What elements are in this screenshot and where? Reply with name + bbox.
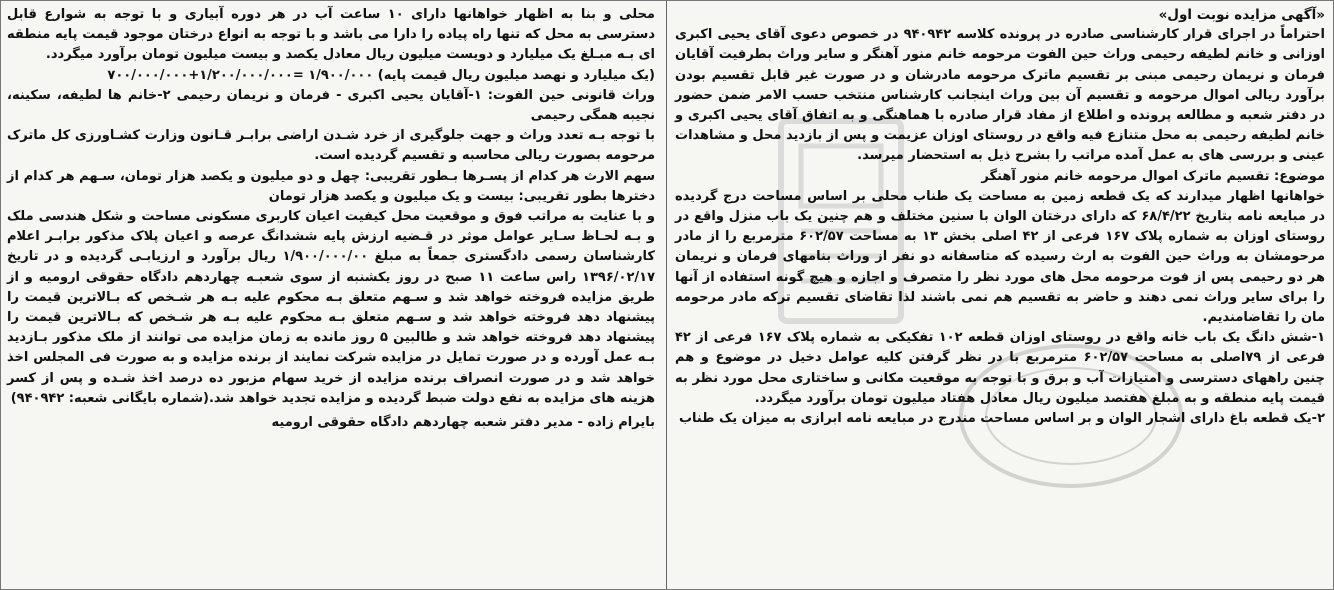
left-column	[1, 1, 665, 590]
topic-line: موضوع: تقسیم ماترک اموال مرحومه خانم منور آهنگر	[981, 168, 1325, 184]
sum-equation: (یک میلیارد و نهصد میلیون ریال قیمت پایه) ۱/۹۰۰/۰۰۰ =۱/۲۰۰/۰۰۰/۰۰۰+۷۰۰/۰۰۰/۰۰۰	[107, 67, 655, 83]
signature: بایرام زاده - مدیر دفتر شعبه چهاردهم دادگاه حقوقی ارومیه	[271, 415, 655, 431]
division-note: با توجه بـه تعدد وراث و جهت جلوگیری از خرد شـدن اراضی برابـر قـانون وزارت کشـاورزی کل ماترک مرحومه بصورت ریالی محاسبه و تقسیم گردیده است.	[7, 128, 655, 164]
item-1-house: ۱-شش دانگ یک باب خانه واقع در روستای اوزان قطعه ۱۰۲ تفکیکی به شماره پلاک ۱۶۷ فرعی از ۴۲ فرعی از ۷۹اصلی به مساحت ۶۰۲/۵۷ مترمربع با در نظر گرفتن کلیه عوامل دخیل در موضوع و هم چنین راههای دسترسی و امتیازات آب و برق و با توجه به موقعیت مکانی و ساختاری محل مورد نظر به قیمت پایه منطقه و به مبلغ هفتصد میلیون ریال معادل هفتاد میلیون تومان برآورد میگردد.	[675, 330, 1326, 406]
heirs-paragraph: خواهانها اظهار میدارند که یک قطعه زمین به مساحت یک طناب محلی بر اساس مساحت درج گردیده در مبایعه نامه بتاریخ ۶۸/۴/۲۲ که دارای درختان الوان با سنین مختلف و هم چنین یک باب منزل واقع در روستای اوزان به شماره پلاک ۱۶۷ فرعی از ۴۲ اصلی بخش ۱۳ به مساحت ۶۰۲/۵۷ مترمربع را از مادر مرحومشان به وراث حین الفوت به ارث رسیده که متاسفانه دو نفر از وراث بنامهای فرمان و نریمان هر دو رحیمی پس از فوت مرحومه محل های مورد نظر را متصرف و اجازه و هیچ گونه استفاده از آنها را برای سایر وراث نمی دهند و حاضر به تقسیم هم نمی باشند لذا تقاضای تقسیم ترکه مادر مرحومه مان را تقاضامندیم.	[675, 188, 1325, 326]
shares-paragraph: سهم الارث هر کدام از پسـرها بـطور تقریبی: چهل و دو میلیون و یکصد هزار تومان، سـهم هر کدام از دخترها بطور تقریبی: بیست و یک میلیون و یکصد هزار تومان	[7, 168, 655, 204]
auction-details: و با عنایت به مراتب فوق و موقعیت محل کیفیت اعیان کاربری مسکونی مساحت و شکل هندسی ملک و بـه لحـاظ سـایر عوامل موثر در قـضیه ارزش پایه ششدانگ عرصه و اعیان پلاک مذکور برابـر اعلام کارشناسان رسمی دادگستری جمعاً به مبلغ ۱/۹۰۰/۰۰۰/۰۰ ریال برآورد و ارزیابـی گردیده و در تاریخ ۱۳۹۶/۰۲/۱۷ راس ساعت ۱۱ صبح در روز یکشنبه از سوی شعبـه چهاردهم دادگاه حقوقی ارومیه و از طریق مزایده فروخته خواهد شد و سـهم متعلق بـه محکوم علیه بـه هر شـخص که بـالاترین قیمت را پیشنهاد دهد فروخته خواهد شد و سـهم متعلق بـه محکوم علیه بـه هر شـخص که بـالاترین قیمت را پیشنهاد دهد فروخته خواهد شد و طالبین ۵ روز مانده به زمان مزایده می توانند از ملک مذکور بـازدید بـه عمل آورده و در صورت تمایل در مزایده شرکت نمایند از برنده مزایده و به صورت فی المجلس اخذ خواهد شد و در صورت انصراف برنده مزایده از خرید سهام مزبور ده درصد اخذ شـده و پس از کسر هزینه های مزایده به نفع دولت ضبط گردیده و مزایده تجدید خواهد شد.(شماره بایگانی شعبه: ۹۴۰۹۴۲)	[7, 209, 656, 406]
item-2-garden: ۲-یک قطعه باغ دارای اشجار الوان و بر اساس مساحت مندرج در مبایعه نامه ابرازی به میزان یک طناب	[678, 411, 1325, 427]
intro-paragraph: احتراماً در اجرای قرار کارشناسی صادره در پرونده کلاسه ۹۴۰۹۴۲ در خصوص دعوی آقای یحیی اکبری اوزانی و خانم لطیفه رحیمی وراث حین الفوت مرحومه خانم منور آهنگر و سایر وراث بطرفیت آقایان فرمان و نریمان رحیمی مبنی بر تقسیم ماترک مرحومه مادرشان و در صورت غیر قابل تقسیم بودن برآورد ریالی اموال مرحومه و تقسیم آن بین وراث اینجانب کارشناس منتخب حسب الامر ضمن حضور در دفتر شعبه و مطالعه پرونده و اطلاع از مفاد قرار صادره با هماهنگی و به اتفاق آقای یحیی اکبری و خانم لطیفه رحیمی به محل متنازع فیه واقع در روستای اوزان عزیمت و پس از بازدید محل و مشاهدات عینی و بررسی های به عمل آمده مراتب را بشرح ذیل به استحضار میرسد.	[675, 27, 1325, 164]
garden-valuation-paragraph: محلی و بنا به اظهار خواهانها دارای ۱۰ ساعت آب در هر دوره آبیاری و با توجه به شوارع قابل دسترسی به محل که تنها راه پیاده را دارا می باشد و با توجه به انواع درختان موجود قیمت پایه منطقه ای بـه مبـلغ یک میلیارد و دویست میلیون ریال معادل یکصد و بیست میلیون تومان برآورد میگردد.	[7, 7, 655, 63]
legal-heirs: وراث قانونی حین الفوت: ۱-آقایان یحیی اکبری - فرمان و نریمان رحیمی ۲-خانم ها لطیفه، سکینه، نجیبه همگی رحیمی	[7, 87, 655, 124]
right-column	[665, 1, 1333, 590]
notice-title: «آگهی مزایده نوبت اول»	[1158, 7, 1325, 23]
